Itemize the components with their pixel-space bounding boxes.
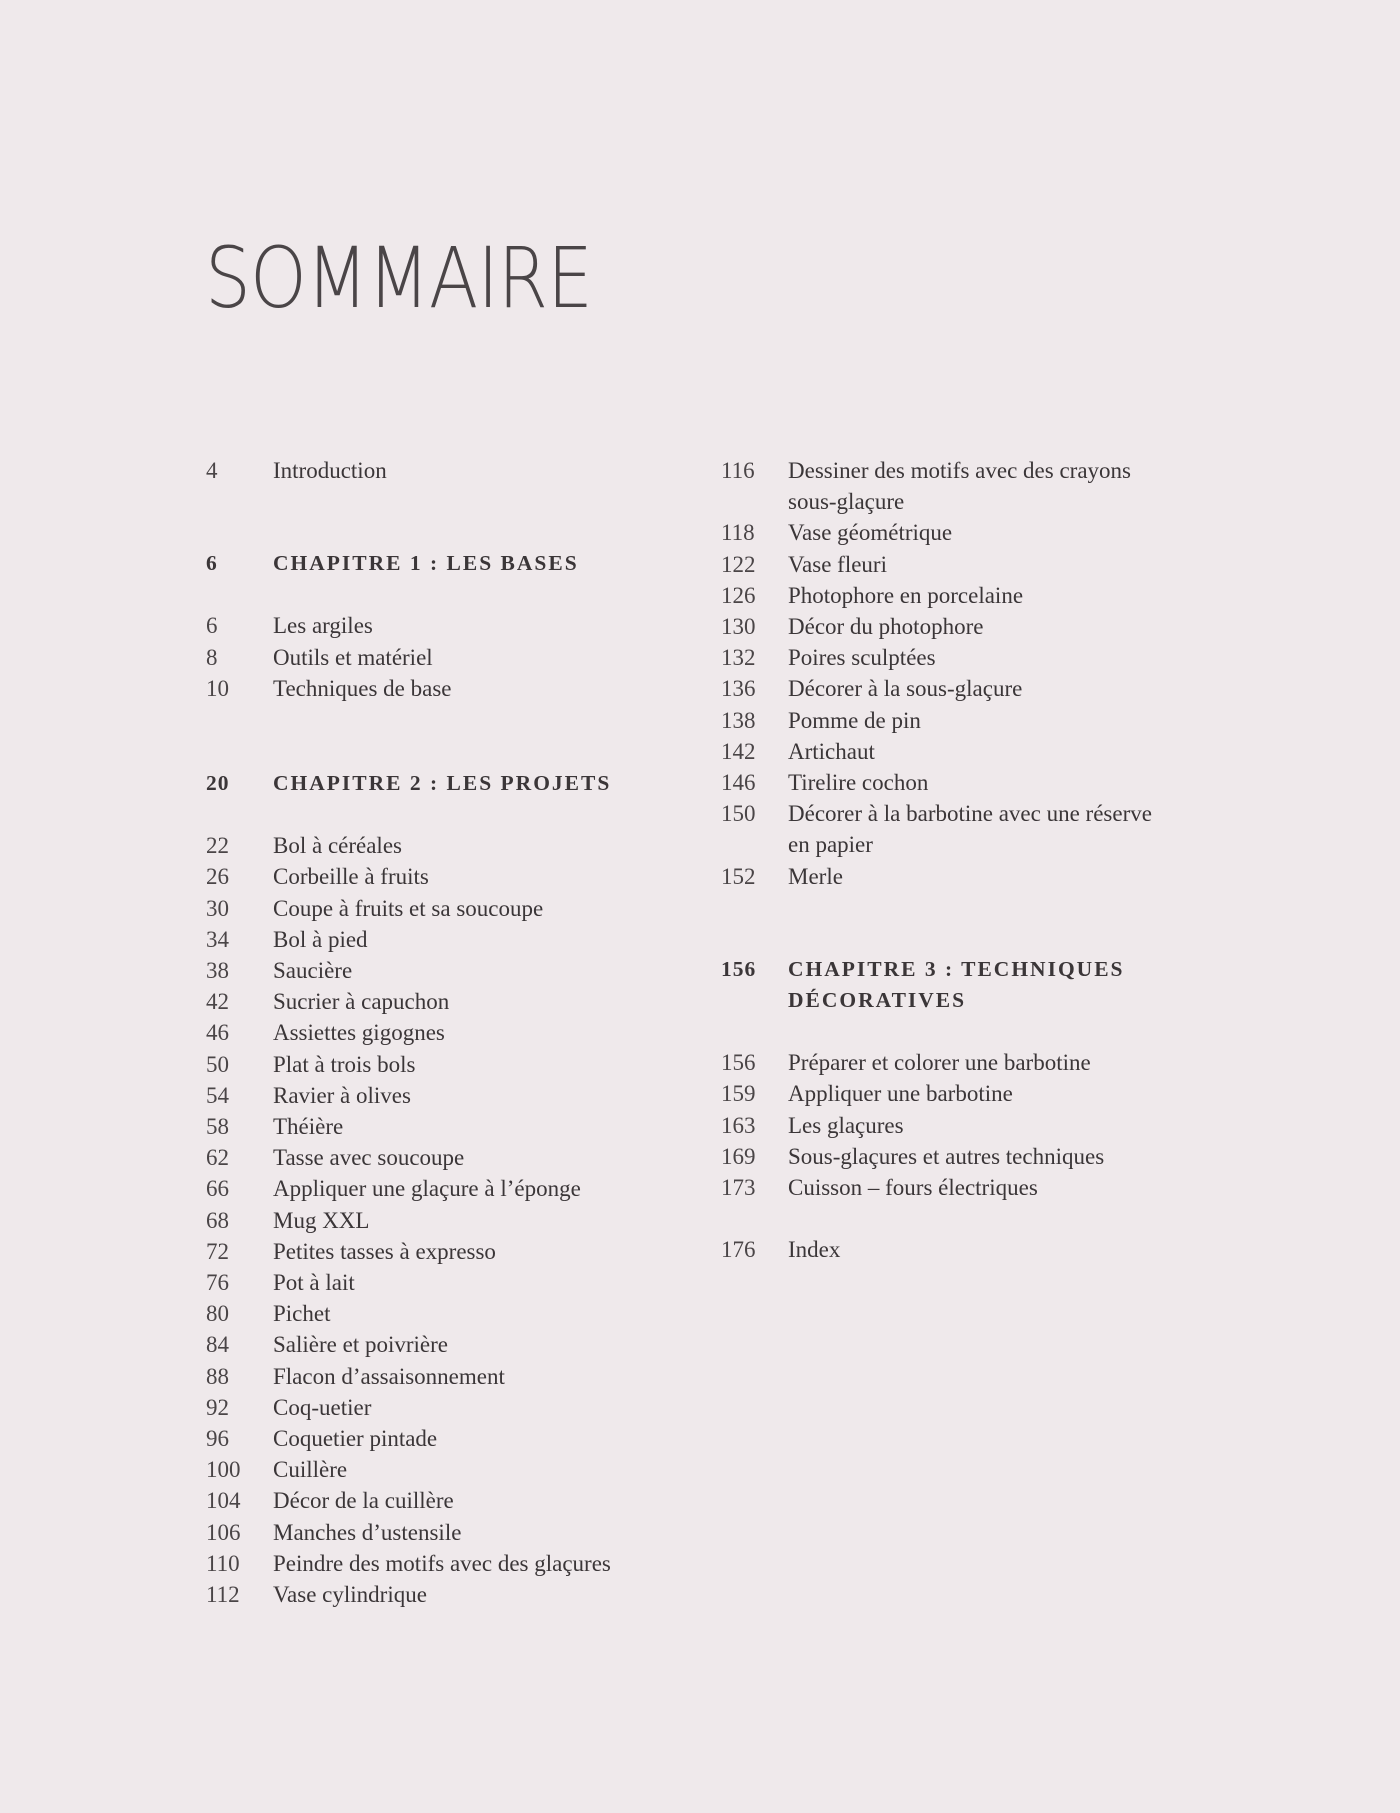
toc-entry [206,830,686,861]
toc-left-column [206,455,686,1610]
toc-entry [721,673,1201,704]
toc-page-number: 68 [206,1207,229,1233]
toc-entry-label: Manches d’ustensile [273,1519,462,1545]
toc-entry-label-line: en papier [788,832,873,858]
toc-entry [721,455,1201,517]
toc-entry-label: Sous-glaçures et autres techniques [788,1143,1105,1169]
toc-entry-label: Cuillère [273,1457,348,1483]
toc-page-number: 10 [206,675,229,701]
toc-entry-label: Coq-uetier [273,1394,372,1420]
toc-entry-label: Décor du photophore [788,614,984,640]
toc-entry [206,1579,686,1610]
toc-entry-label: Flacon d’assaisonnement [273,1363,505,1389]
toc-page-number: 138 [721,707,756,733]
toc-entry [721,611,1201,642]
toc-entry-label: Tirelire cochon [788,770,929,796]
toc-entry [721,580,1201,611]
toc-entry-label: Bol à pied [273,926,368,952]
toc-entry [206,1111,686,1142]
chapter-heading-2 [206,768,686,799]
toc-entry-label: Merle [788,863,843,889]
toc-entry-label: Petites tasses à expresso [273,1238,496,1264]
toc-entry [721,1110,1201,1141]
toc-entry [721,1047,1201,1078]
toc-entry [206,1361,686,1392]
chapter-heading-3 [721,954,1201,1016]
toc-entry-label: Introduction [273,458,387,483]
toc-entry-label-line: Décorer à la barbotine avec une réserve [788,801,1152,827]
toc-entry [721,767,1201,798]
toc-entry [206,1267,686,1298]
toc-entry-label: Assiettes gigognes [273,1020,445,1046]
toc-entry [206,1454,686,1485]
toc-page-number: 176 [721,1237,756,1263]
toc-page-number: 152 [721,863,756,889]
toc-entry-label: Artichaut [788,738,875,764]
toc-page-number: 80 [206,1301,229,1327]
chapter-1-list [206,610,686,704]
toc-entry [206,1142,686,1173]
toc-page-number: 58 [206,1114,229,1140]
toc-entry-label: Théière [273,1114,344,1140]
toc-entry-label: Plat à trois bols [273,1051,416,1077]
toc-entry [206,955,686,986]
toc-page-number: 169 [721,1143,756,1169]
toc-page-number: 84 [206,1332,229,1358]
toc-entry-label: Pomme de pin [788,707,921,733]
toc-entry [206,1423,686,1454]
toc-page-number: 66 [206,1176,229,1202]
toc-page-number: 156 [721,1050,756,1076]
toc-entry [721,517,1201,548]
toc-page-number: 50 [206,1051,229,1077]
toc-entry-label-line: sous-glaçure [788,489,905,515]
chapter-title-line: DÉCORATIVES [788,988,967,1013]
chapter-title-line: CHAPITRE 3 : TECHNIQUES [788,956,1125,981]
toc-page-number: 6 [206,613,218,639]
toc-entry [721,798,1201,860]
toc-entry [206,1392,686,1423]
toc-entry [721,705,1201,736]
toc-page-number: 100 [206,1457,241,1483]
chapter-2-list [206,830,686,1610]
toc-entry-label [788,798,1201,860]
toc-entry [206,1485,686,1516]
toc-page-number: 96 [206,1426,229,1452]
toc-page-number: 30 [206,895,229,921]
page-title: SOMMAIRE [205,229,593,327]
toc-page-number: 72 [206,1238,229,1264]
toc-entry-label: Préparer et colorer une barbotine [788,1050,1091,1076]
toc-page-number: 54 [206,1082,229,1108]
toc-entry [206,1548,686,1579]
toc-page-number: 4 [206,458,218,483]
toc-entry [206,610,686,641]
toc-entry [206,1236,686,1267]
toc-entry [206,642,686,673]
chapter-3-list [721,1047,1201,1203]
toc-page-number: 132 [721,645,756,671]
chapter-title: CHAPITRE 2 : LES PROJETS [273,771,612,796]
toc-entry-label: Tasse avec soucoupe [273,1145,465,1171]
chapter-title [788,954,1201,1016]
toc-entry-label: Appliquer une barbotine [788,1081,1013,1107]
toc-page-number: 42 [206,989,229,1015]
toc-entry-label: Vase cylindrique [273,1582,427,1608]
toc-page-number: 159 [721,1081,756,1107]
toc-entry-label: Décorer à la sous-glaçure [788,676,1023,702]
toc-page-number: 146 [721,770,756,796]
toc-entry-label: Coquetier pintade [273,1426,438,1452]
toc-entry [721,736,1201,767]
toc-page-number: 104 [206,1488,241,1514]
toc-entry-label: Cuisson – fours électriques [788,1175,1038,1201]
toc-page-number: 26 [206,864,229,890]
toc-entry [206,1017,686,1048]
toc-entry-label: Outils et matériel [273,644,433,670]
toc-page-number: 106 [206,1519,241,1545]
toc-page-number: 92 [206,1394,229,1420]
toc-entry [206,1329,686,1360]
toc-entry-label: Techniques de base [273,675,452,701]
toc-page-number: 76 [206,1270,229,1296]
toc-page-number: 8 [206,644,218,670]
toc-entry-label: Corbeille à fruits [273,864,429,890]
toc-entry-label: Appliquer une glaçure à l’éponge [273,1176,581,1202]
toc-entry-label: Décor de la cuillère [273,1488,454,1514]
toc-page-number: 126 [721,582,756,608]
toc-page-number: 122 [721,551,756,577]
toc-entry [721,642,1201,673]
toc-page-number: 150 [721,801,756,827]
toc-entry [206,1517,686,1548]
chapter-heading-1 [206,548,686,579]
toc-entry-index [721,1234,1201,1265]
toc-page-number: 20 [206,771,230,796]
toc-page-number: 130 [721,614,756,640]
toc-entry [721,1078,1201,1109]
toc-page-number: 163 [721,1112,756,1138]
toc-entry [206,1205,686,1236]
toc-page-number: 110 [206,1550,240,1576]
toc-page-number: 34 [206,926,229,952]
toc-entry [206,1173,686,1204]
chapter-title: CHAPITRE 1 : LES BASES [273,551,579,576]
toc-entry-label: Photophore en porcelaine [788,582,1024,608]
toc-entry [206,861,686,892]
toc-entry-label: Pichet [273,1301,331,1327]
toc-page-number: 142 [721,738,756,764]
toc-entry [206,893,686,924]
toc-entry-label: Bol à céréales [273,833,402,859]
toc-entry-label [788,455,1201,517]
toc-page-number: 173 [721,1175,756,1201]
toc-entry-label-line: Dessiner des motifs avec des crayons [788,458,1131,483]
toc-page-number: 62 [206,1145,229,1171]
toc-entry-introduction [206,455,686,486]
toc-entry [206,673,686,704]
toc-entry-label: Vase fleuri [788,551,887,577]
toc-right-column [721,455,1201,1265]
toc-entry-label: Les glaçures [788,1112,904,1138]
toc-entry [721,1172,1201,1203]
toc-page-number: 46 [206,1020,229,1046]
toc-entry-label: Vase géométrique [788,520,953,546]
toc-entry-label: Pot à lait [273,1270,355,1296]
toc-entry [206,1080,686,1111]
toc-entry [721,1141,1201,1172]
toc-entry-label: Ravier à olives [273,1082,411,1108]
toc-page-number: 112 [206,1582,240,1608]
toc-entry [206,986,686,1017]
toc-entry [206,1298,686,1329]
toc-entry-label: Mug XXL [273,1207,370,1233]
toc-entry-label: Poires sculptées [788,645,936,671]
toc-entry-label: Peindre des motifs avec des glaçures [273,1550,611,1576]
toc-entry [721,549,1201,580]
toc-entry [721,861,1201,892]
toc-entry-label: Les argiles [273,613,373,639]
toc-entry-label: Salière et poivrière [273,1332,448,1358]
toc-page-number: 22 [206,833,229,859]
toc-entry [206,1049,686,1080]
toc-entry-label: Coupe à fruits et sa soucoupe [273,895,544,921]
toc-entry-label: Sucrier à capuchon [273,989,450,1015]
toc-page-number: 156 [721,956,757,981]
toc-page-number: 118 [721,520,755,546]
toc-entry-label: Saucière [273,958,353,984]
toc-page-number: 38 [206,958,229,984]
toc-page-number: 136 [721,676,756,702]
toc-page-number: 116 [721,458,755,483]
toc-entry [206,924,686,955]
toc-page-number: 88 [206,1363,229,1389]
toc-entry-label: Index [788,1237,841,1263]
toc-page-number: 6 [206,551,218,576]
